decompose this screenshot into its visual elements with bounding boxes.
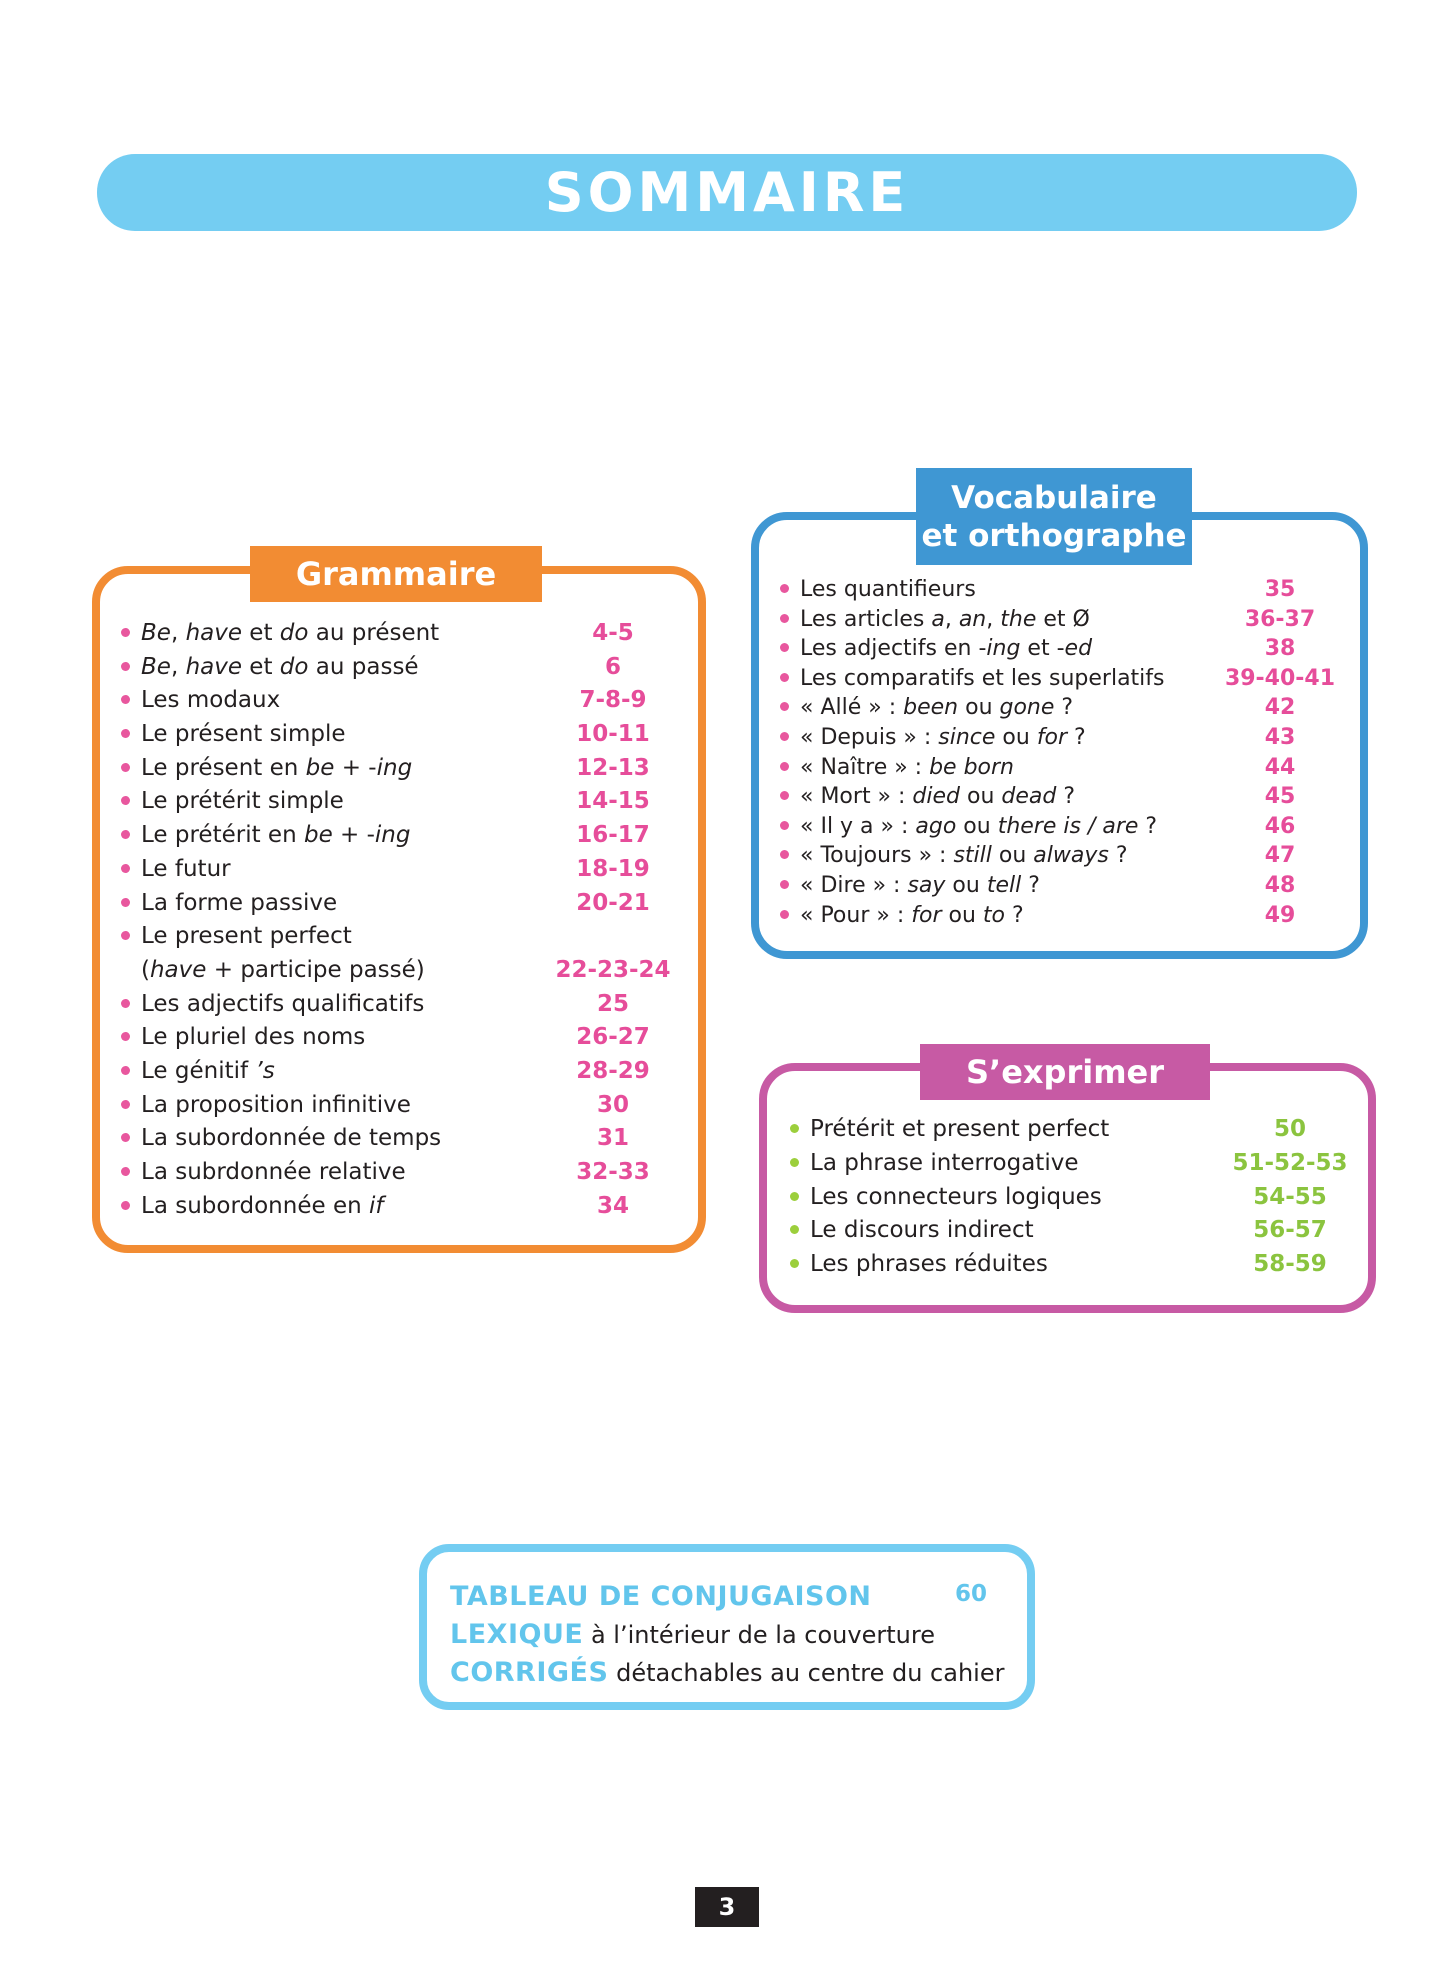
toc-item-title <box>141 620 548 646</box>
toc-item <box>780 666 1340 696</box>
toc-item <box>121 1159 678 1193</box>
toc-item-page: 54-55 <box>1253 1183 1327 1210</box>
toc-item-title <box>141 822 548 848</box>
toc-item-page: 18-19 <box>576 855 650 882</box>
toc-item <box>121 687 678 721</box>
title-fragment: Le prétérit en <box>141 822 304 849</box>
toc-item <box>121 856 678 890</box>
toc-item-title <box>141 957 548 983</box>
bullet-icon <box>790 1259 799 1268</box>
title-fragment: ou <box>956 813 998 839</box>
title-fragment: Be <box>141 620 171 646</box>
title-fragment: have <box>185 653 242 680</box>
toc-item-page: 51-52-53 <box>1232 1149 1348 1176</box>
toc-item-page: 45 <box>1264 784 1296 810</box>
title-fragment: ? <box>1138 813 1158 839</box>
corriges-key: CORRIGÉS <box>450 1657 609 1688</box>
title-fragment: Les adjectifs qualificatifs <box>141 990 425 1017</box>
corriges-row <box>450 1657 1004 1688</box>
toc-item-title <box>810 1184 1230 1210</box>
title-fragment: ou <box>958 695 1000 721</box>
title-fragment: Prétérit et present perfect <box>810 1116 1110 1142</box>
toc-item-title <box>141 890 548 916</box>
toc-item-page: 43 <box>1264 724 1296 750</box>
title-fragment: Les modaux <box>141 687 281 714</box>
vocabulaire-list <box>780 577 1340 932</box>
title-fragment: say <box>907 872 946 898</box>
lexique-text: à l’intérieur de la couverture <box>583 1621 935 1649</box>
title-fragment: Les comparatifs et les superlatifs <box>800 665 1165 691</box>
toc-item <box>780 814 1340 844</box>
bullet-icon <box>780 643 789 652</box>
title-fragment: for <box>911 902 942 928</box>
title-fragment: ? <box>1108 843 1128 869</box>
title-banner <box>97 154 1357 231</box>
title-fragment: Le pluriel des noms <box>141 1024 366 1051</box>
toc-item-title <box>800 873 1220 898</box>
toc-item <box>780 843 1340 873</box>
toc-item-title <box>800 843 1220 868</box>
title-fragment: « Pour » : <box>800 902 912 928</box>
toc-item <box>780 755 1340 785</box>
title-fragment: for <box>1036 724 1068 750</box>
annexes-box <box>419 1544 1035 1710</box>
title-fragment: ? <box>1056 784 1076 810</box>
toc-item <box>121 890 678 924</box>
toc-item-page: 7-8-9 <box>579 687 647 714</box>
bullet-icon <box>121 695 130 704</box>
toc-item <box>121 923 678 957</box>
bullet-icon <box>780 791 789 800</box>
toc-item-page: 42 <box>1264 695 1296 721</box>
toc-item-page: 26-27 <box>576 1024 650 1051</box>
title-fragment: Le discours indirect <box>810 1217 1034 1244</box>
exprimer-list <box>790 1116 1350 1285</box>
title-fragment: « Naître » : <box>800 754 930 780</box>
title-fragment: + participe passé) <box>206 956 425 983</box>
bullet-icon <box>780 584 789 593</box>
title-fragment: Le génitif <box>141 1057 256 1084</box>
title-fragment: Be <box>141 653 171 680</box>
toc-item-title <box>800 607 1220 632</box>
bullet-icon <box>121 729 130 738</box>
toc-item-title <box>141 1058 548 1084</box>
bullet-icon <box>780 702 789 711</box>
toc-item-title <box>141 1193 548 1219</box>
toc-item <box>121 721 678 755</box>
toc-item-page: 10-11 <box>576 721 650 748</box>
toc-item-page: 22-23-24 <box>555 956 671 983</box>
toc-item <box>790 1150 1350 1184</box>
page-number: 3 <box>695 1887 759 1927</box>
vocabulaire-label-line1: Vocabulaire <box>951 479 1157 516</box>
bullet-icon <box>790 1158 799 1167</box>
title-fragment: , <box>986 606 1001 632</box>
toc-item <box>121 620 678 654</box>
toc-item-page: 58-59 <box>1253 1251 1327 1278</box>
toc-item-title <box>141 1024 548 1050</box>
title-fragment: ing <box>376 754 413 781</box>
title-fragment: La subordonnée de temps <box>141 1125 442 1152</box>
tableau-row <box>450 1581 872 1612</box>
title-fragment: « Dire » : <box>800 872 908 898</box>
title-fragment: do <box>279 620 309 646</box>
tableau-key: TABLEAU DE CONJUGAISON <box>450 1581 872 1612</box>
bullet-icon <box>121 763 130 772</box>
title-fragment: , <box>170 653 186 680</box>
toc-item <box>121 1193 678 1227</box>
title-fragment: there is / are <box>997 813 1139 839</box>
title-fragment: , <box>170 620 186 646</box>
toc-item-page: 56-57 <box>1253 1217 1327 1244</box>
bullet-icon <box>121 931 130 940</box>
title-fragment: et Ø <box>1036 606 1090 632</box>
toc-item-title <box>800 755 1220 780</box>
toc-item-page: 16-17 <box>576 822 650 849</box>
title-fragment: since <box>938 724 996 750</box>
title-fragment: « Toujours » : <box>800 843 954 869</box>
bullet-icon <box>121 1201 130 1210</box>
bullet-icon <box>780 732 789 741</box>
toc-item <box>790 1251 1350 1285</box>
toc-item-title <box>800 577 1220 602</box>
title-fragment: + - <box>334 754 377 781</box>
bullet-icon <box>780 850 789 859</box>
bullet-icon <box>790 1192 799 1201</box>
tableau-page: 60 <box>955 1581 988 1607</box>
toc-item-page: 38 <box>1264 636 1296 662</box>
bullet-icon <box>121 628 130 637</box>
title-fragment: Le futur <box>141 855 231 882</box>
bullet-icon <box>121 999 130 1008</box>
title-fragment: La subrdonnée relative <box>141 1159 406 1185</box>
toc-item <box>121 1092 678 1126</box>
title-fragment: ago <box>915 813 957 839</box>
title-fragment: still <box>953 843 992 869</box>
lexique-row <box>450 1619 935 1650</box>
toc-item-page: 36-37 <box>1244 606 1316 632</box>
toc-item-page: 34 <box>596 1192 629 1219</box>
toc-item <box>780 695 1340 725</box>
toc-item-page: 50 <box>1273 1116 1306 1142</box>
toc-item-title <box>141 1092 548 1118</box>
title-fragment: be born <box>929 754 1014 780</box>
bullet-icon <box>121 662 130 671</box>
title-fragment: died <box>912 784 960 810</box>
bullet-icon <box>121 898 130 907</box>
title-fragment: « Allé » : <box>800 695 904 721</box>
toc-item-title <box>810 1251 1230 1277</box>
toc-item-title <box>141 687 548 713</box>
toc-item-page: 35 <box>1264 577 1296 602</box>
toc-item-title <box>800 814 1220 839</box>
title-fragment: et <box>242 620 280 646</box>
toc-item-title <box>800 636 1220 661</box>
title-fragment: Les articles <box>800 606 932 632</box>
title-fragment: have <box>149 956 207 983</box>
toc-item <box>780 873 1340 903</box>
toc-item <box>780 636 1340 666</box>
bullet-icon <box>790 1124 799 1133</box>
toc-item <box>121 788 678 822</box>
bullet-icon <box>121 830 130 839</box>
toc-item-title <box>141 654 548 680</box>
title-fragment: Le prétérit simple <box>141 788 344 815</box>
toc-item-page: 14-15 <box>576 788 650 815</box>
vocabulaire-label-line2: et orthographe <box>921 517 1187 554</box>
toc-item-page: 39-40-41 <box>1224 665 1336 691</box>
title-fragment: Les adjectifs en - <box>800 636 987 662</box>
title-fragment: au présent <box>308 620 440 646</box>
bullet-icon <box>780 673 789 682</box>
exprimer-label: S’exprimer <box>920 1044 1210 1100</box>
grammaire-label: Grammaire <box>250 546 542 602</box>
bullet-icon <box>121 1100 130 1109</box>
title-fragment: if <box>368 1192 384 1219</box>
title-fragment: ou <box>941 902 983 928</box>
title-fragment: ? <box>1054 695 1074 721</box>
bullet-icon <box>121 1133 130 1142</box>
title-fragment: Les phrases réduites <box>810 1251 1048 1278</box>
toc-item-title <box>141 721 548 747</box>
grammaire-list <box>121 620 678 1226</box>
title-fragment: be <box>305 754 335 781</box>
title-fragment: Les quantifieurs <box>800 577 976 602</box>
title-fragment: been <box>903 695 959 721</box>
lexique-key: LEXIQUE <box>450 1619 584 1650</box>
bullet-icon <box>121 864 130 873</box>
title-fragment: always <box>1033 843 1109 869</box>
title-fragment: , <box>944 606 959 632</box>
title-fragment: ’s <box>255 1057 275 1084</box>
toc-item <box>121 991 678 1025</box>
toc-item <box>780 577 1340 607</box>
bullet-icon <box>121 1167 130 1176</box>
toc-item-title <box>141 923 548 949</box>
title-fragment: ing <box>374 822 411 849</box>
title-fragment: ou <box>991 843 1034 869</box>
corriges-text: détachables au centre du cahier <box>608 1659 1005 1687</box>
bullet-icon <box>780 821 789 830</box>
bullet-icon <box>121 1066 130 1075</box>
title-fragment: be <box>303 822 333 849</box>
toc-item <box>121 654 678 688</box>
title-fragment: the <box>1000 606 1037 632</box>
bullet-icon <box>780 614 789 623</box>
toc-item <box>780 784 1340 814</box>
toc-item-page: 12-13 <box>576 754 650 781</box>
toc-item-page: 32-33 <box>576 1159 650 1185</box>
toc-item-title <box>800 725 1220 750</box>
toc-item <box>121 755 678 789</box>
toc-item <box>790 1217 1350 1251</box>
title-fragment: to <box>982 902 1005 928</box>
title-fragment: ? <box>1067 724 1086 750</box>
title-fragment: Le present perfect <box>141 923 352 950</box>
toc-item-page: 6 <box>604 653 621 680</box>
toc-item-title <box>800 784 1220 809</box>
toc-item <box>121 1125 678 1159</box>
bullet-icon <box>780 910 789 919</box>
toc-item-page: 47 <box>1264 843 1296 869</box>
bullet-icon <box>780 762 789 771</box>
toc-item-title <box>800 903 1220 928</box>
title-fragment: do <box>279 653 309 680</box>
toc-item-page: 30 <box>596 1091 629 1118</box>
toc-item <box>790 1184 1350 1218</box>
toc-item-page: 49 <box>1264 902 1296 928</box>
toc-item-page: 4-5 <box>592 620 634 646</box>
title-fragment: have <box>185 620 242 646</box>
title-fragment: ing <box>986 636 1021 662</box>
title-fragment: Le présent en <box>141 754 306 781</box>
toc-item <box>780 903 1340 933</box>
toc-item <box>121 822 678 856</box>
toc-item-page: 20-21 <box>576 889 650 916</box>
bullet-icon <box>780 880 789 889</box>
toc-item <box>121 1058 678 1092</box>
title-fragment: « Mort » : <box>800 784 913 810</box>
title-fragment: « Depuis » : <box>800 724 939 750</box>
title-fragment: La proposition infinitive <box>141 1091 411 1118</box>
title-fragment: ou <box>960 784 1002 810</box>
toc-item-page: 44 <box>1264 754 1296 780</box>
page-title: SOMMAIRE <box>544 161 910 224</box>
title-fragment: et <box>242 653 280 680</box>
toc-item-title <box>141 755 548 781</box>
title-fragment: La forme passive <box>141 889 338 916</box>
bullet-icon <box>121 1032 130 1041</box>
title-fragment: dead <box>1001 784 1057 810</box>
title-fragment: ? <box>1021 872 1040 898</box>
toc-item-title <box>810 1150 1230 1176</box>
title-fragment: + - <box>332 822 375 849</box>
toc-item-title <box>800 666 1220 691</box>
title-fragment: « Il y a » : <box>800 813 916 839</box>
toc-item-title <box>141 991 548 1017</box>
title-fragment: La subordonnée en <box>141 1192 369 1219</box>
title-fragment: Le présent simple <box>141 721 346 748</box>
bullet-icon <box>790 1225 799 1234</box>
title-fragment: a <box>931 606 945 632</box>
toc-item-title <box>141 1159 548 1185</box>
toc-item-title <box>810 1116 1230 1142</box>
toc-item-title <box>141 856 548 882</box>
toc-item <box>121 1024 678 1058</box>
title-fragment: Les connecteurs logiques <box>810 1183 1102 1210</box>
bullet-icon <box>121 796 130 805</box>
toc-item-title <box>141 788 548 814</box>
toc-item-page: 48 <box>1264 872 1296 898</box>
toc-item <box>780 607 1340 637</box>
toc-item <box>121 957 678 991</box>
toc-item-title <box>810 1217 1230 1243</box>
title-fragment: ou <box>945 872 987 898</box>
title-fragment: ? <box>1004 902 1024 928</box>
title-fragment: an <box>958 606 987 632</box>
vocabulaire-label <box>916 468 1192 565</box>
toc-item-page: 28-29 <box>576 1057 650 1084</box>
toc-item-page: 46 <box>1264 813 1296 839</box>
title-fragment: tell <box>986 872 1022 898</box>
toc-item-title <box>141 1125 548 1151</box>
title-fragment: gone <box>999 695 1055 721</box>
toc-item-page: 25 <box>596 990 629 1017</box>
title-fragment: et - <box>1020 636 1065 662</box>
title-fragment: ed <box>1064 636 1093 662</box>
title-fragment: La phrase interrogative <box>810 1149 1079 1176</box>
toc-item-title <box>800 695 1220 720</box>
toc-item <box>780 725 1340 755</box>
title-fragment: ou <box>995 724 1037 750</box>
title-fragment: au passé <box>308 653 419 680</box>
toc-item <box>790 1116 1350 1150</box>
title-fragment: ( <box>141 956 150 983</box>
toc-item-page: 31 <box>596 1125 629 1152</box>
